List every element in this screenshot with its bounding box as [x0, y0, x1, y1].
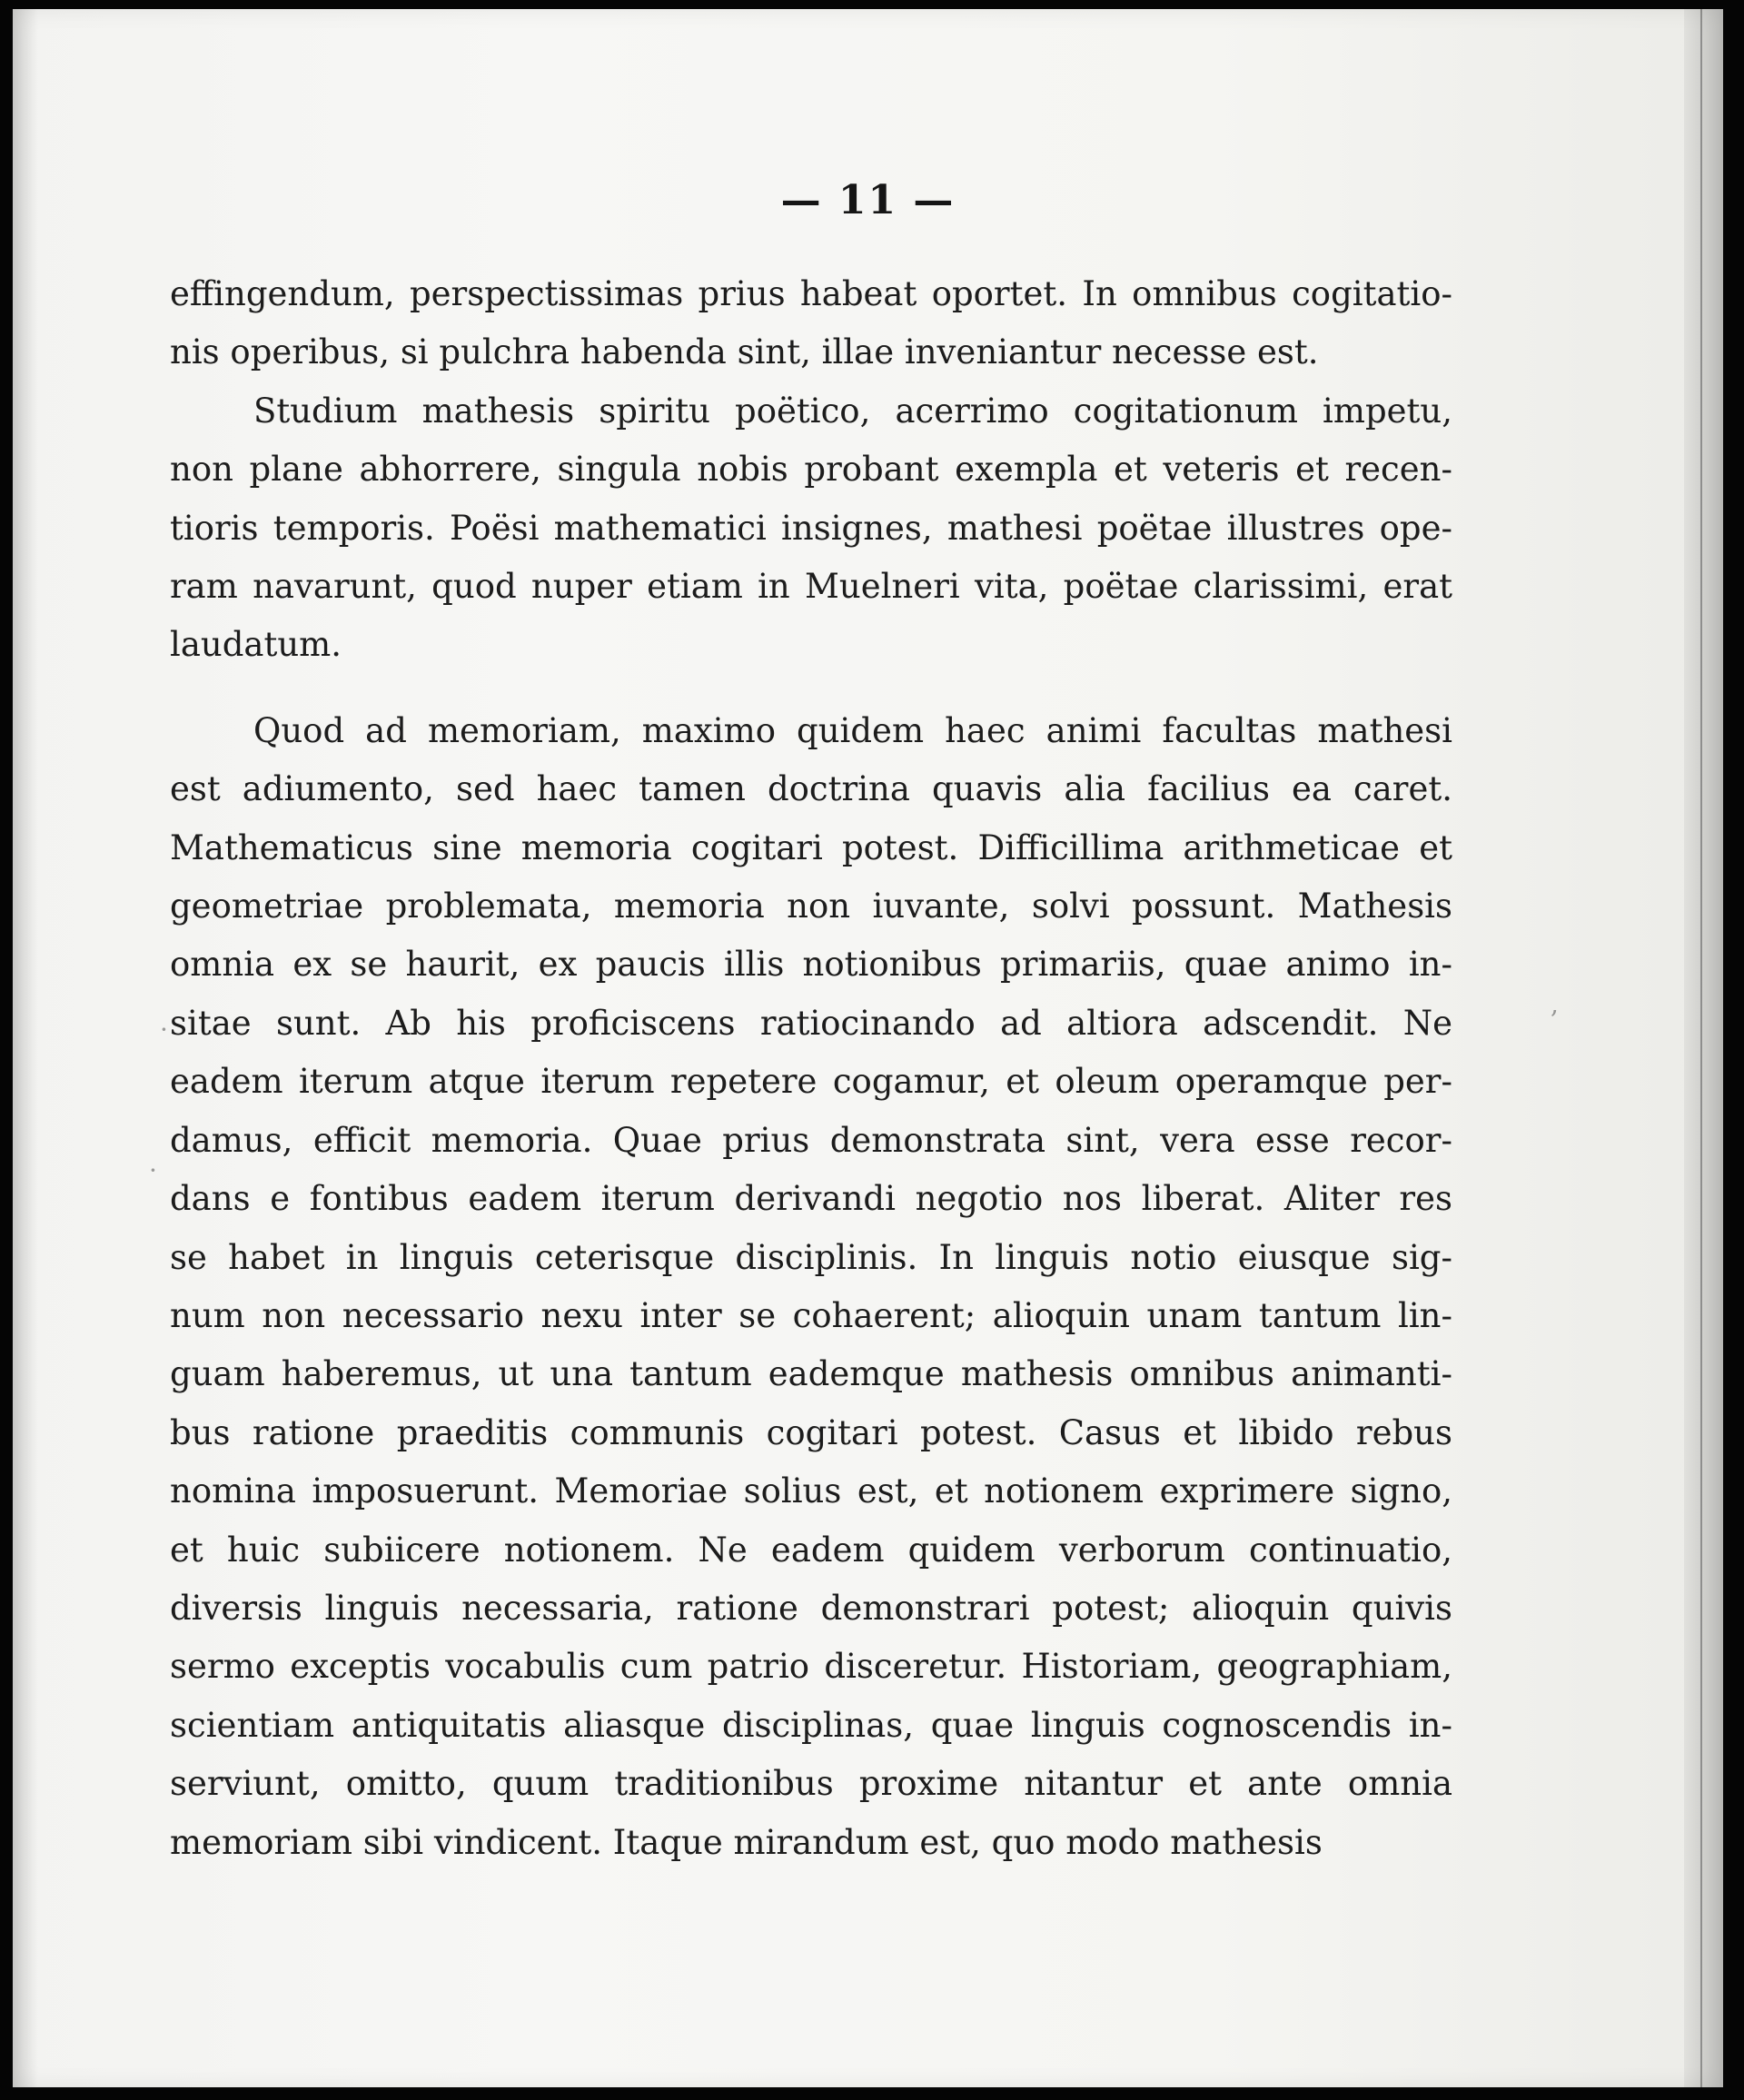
text-line-24: sermo exceptis vocabulis cum patrio disceretur. Historiam, geographiam, [170, 1647, 1452, 1687]
text-line-20: bus ratione praeditis communis cogitari potest. Casus et libido rebus [170, 1412, 1452, 1452]
text-line-8: Quod ad memoriam, maximo quidem haec animi facultas mathesi [253, 710, 1452, 750]
page-binding-shadow [13, 9, 38, 2087]
scan-speck: , [1551, 989, 1559, 1019]
scan-speck: · [149, 1155, 157, 1185]
text-line-4: non plane abhorrere, singula nobis probant exempla et veteris et recen- [170, 450, 1452, 490]
book-page [13, 9, 1723, 2087]
text-line-17: se habet in linguis ceterisque disciplinis. In linguis notio eiusque sig- [170, 1237, 1452, 1277]
text-line-27: memoriam sibi vindicent. Itaque mirandum est, quo modo mathesis [170, 1822, 1323, 1862]
text-line-6: ram navarunt, quod nuper etiam in Muelneri vita, poëtae clarissimi, erat [170, 567, 1452, 607]
text-line-10: Mathematicus sine memoria cogitari potest. Difficillima arithmeticae et [170, 827, 1452, 867]
text-line-3: Studium mathesis spiritu poëtico, acerrimo cogitationum impetu, [253, 391, 1452, 431]
text-line-9: est adiumento, sed haec tamen doctrina quavis alia facilius ea caret. [170, 769, 1452, 809]
main-text [170, 265, 1452, 1872]
text-line-5: tioris temporis. Poësi mathematici insignes, mathesi poëtae illustres ope- [170, 508, 1452, 548]
text-line-26: serviunt, omitto, quum traditionibus proxime nitantur et ante omnia [170, 1764, 1452, 1804]
text-line-22: et huic subiicere notionem. Ne eadem quidem verborum continuatio, [170, 1530, 1452, 1570]
text-line-7: laudatum. [170, 625, 342, 665]
scan-speck: · [160, 1015, 168, 1045]
text-line-21: nomina imposuerunt. Memoriae solius est, et notionem exprimere signo, [170, 1471, 1452, 1511]
text-line-12: omnia ex se haurit, ex paucis illis notionibus primariis, quae animo in- [170, 945, 1452, 985]
page-number: — 11 — [780, 177, 956, 223]
text-line-2: nis operibus, si pulchra habenda sint, illae inveniantur necesse est. [170, 332, 1319, 372]
text-line-1: effingendum, perspectissimas prius habeat oportet. In omnibus cogitatio- [170, 274, 1452, 313]
text-line-14: eadem iterum atque iterum repetere cogamur, et oleum operamque per- [170, 1062, 1452, 1102]
text-line-16: dans e fontibus eadem iterum derivandi negotio nos liberat. Aliter res [170, 1179, 1452, 1219]
paragraph-gap [170, 675, 1452, 702]
text-line-11: geometriae problemata, memoria non iuvante, solvi possunt. Mathesis [170, 887, 1452, 926]
text-line-19: guam haberemus, ut una tantum eademque mathesis omnibus animanti- [170, 1354, 1452, 1394]
text-line-13: sitae sunt. Ab his proficiscens ratiocinando ad altiora adscendit. Ne [170, 1003, 1452, 1043]
text-line-23: diversis linguis necessaria, ratione demonstrari potest; alioquin quivis [170, 1588, 1452, 1628]
text-line-15: damus, efficit memoria. Quae prius demonstrata sint, vera esse recor- [170, 1120, 1452, 1160]
text-line-25: scientiam antiquitatis aliasque disciplinas, quae linguis cognoscendis in- [170, 1705, 1452, 1745]
text-line-18: num non necessario nexu inter se cohaerent; alioquin unam tantum lin- [170, 1295, 1452, 1335]
